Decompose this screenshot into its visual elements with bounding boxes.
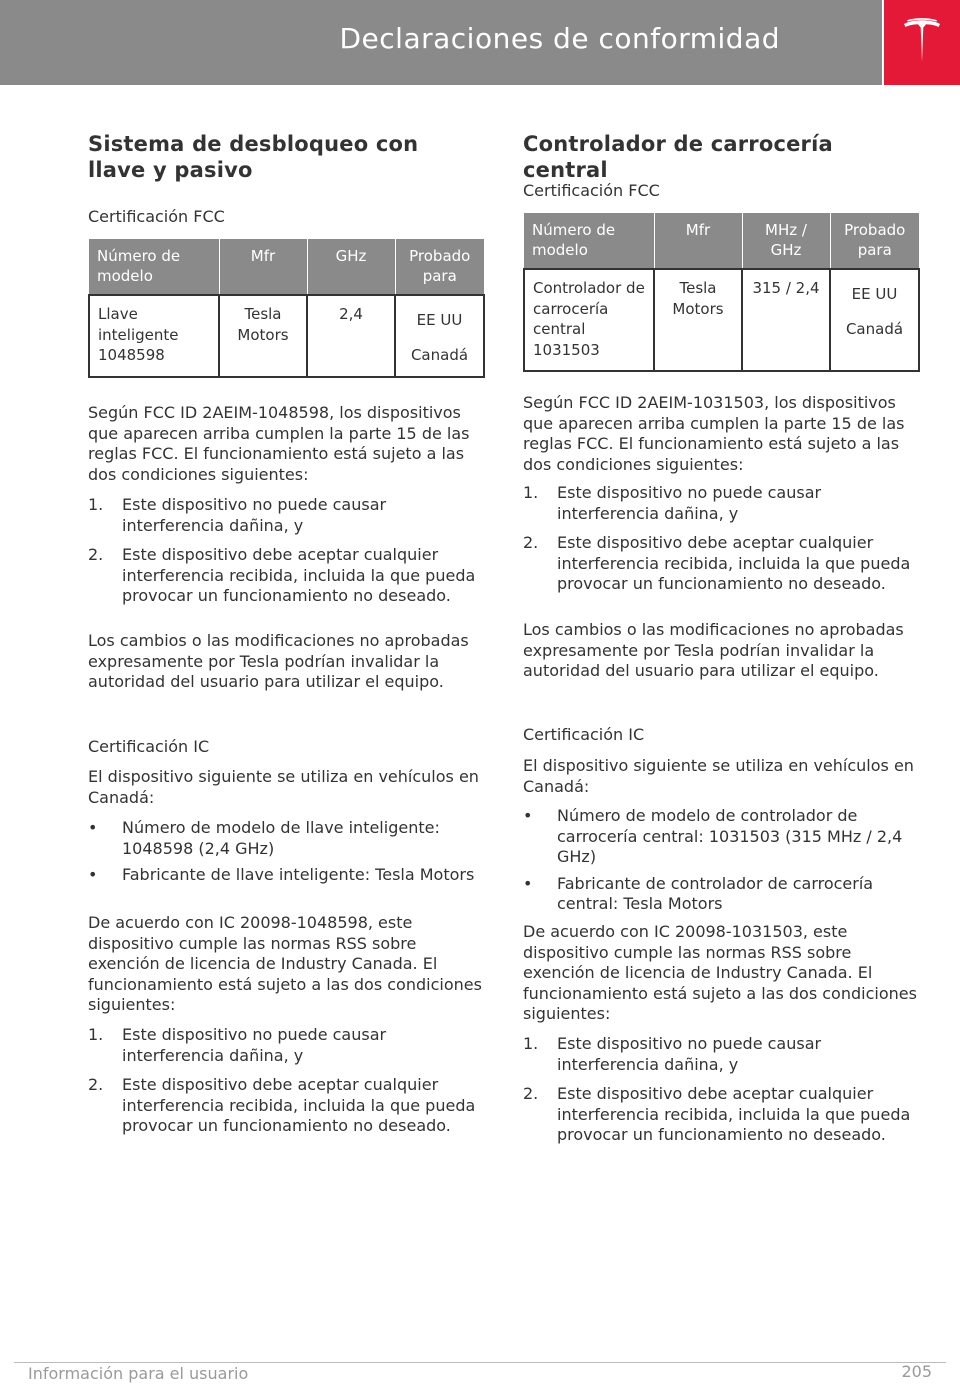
- tested-country: EE UU: [851, 285, 898, 303]
- table-cell-mfr: Tesla Motors: [654, 269, 742, 371]
- table-header: Mfr: [219, 239, 307, 295]
- ic-heading: Certificación IC: [523, 725, 645, 744]
- list-marker: 1.: [523, 483, 539, 502]
- list-item-text: Número de modelo de controlador de carrocería central: 1031503 (315 MHz / 2,4 GHz): [557, 806, 903, 866]
- ic-bullets-list: [88, 818, 483, 886]
- list-item-text: Este dispositivo debe aceptar cualquier interferencia recibida, incluida la que pueda provocar un funcionamiento no deseado.: [557, 533, 911, 593]
- tesla-t-logo-icon: [902, 18, 942, 66]
- list-marker: 1.: [523, 1034, 539, 1053]
- list-item: [523, 1084, 918, 1146]
- list-marker: 1.: [88, 495, 104, 514]
- table-header: Probado para: [830, 213, 919, 269]
- ic-conditions-list: [88, 1025, 483, 1137]
- list-item: [523, 806, 918, 868]
- tested-country: EE UU: [416, 311, 463, 329]
- page-title: Declaraciones de conformidad: [339, 22, 780, 55]
- list-marker: •: [88, 865, 98, 884]
- changes-paragraph: Los cambios o las modificaciones no aprobadas expresamente por Tesla podrían invalidar la autoridad del usuario para utilizar el equipo.: [523, 620, 904, 680]
- list-marker: 1.: [88, 1025, 104, 1044]
- fcc-heading: Certificación FCC: [523, 181, 660, 200]
- list-item-text: Número de modelo de llave inteligente: 1048598 (2,4 GHz): [122, 818, 440, 858]
- list-item: [523, 1034, 918, 1075]
- fcc-conditions-list: [523, 483, 918, 595]
- ic-paragraph: De acuerdo con IC 20098-1048598, este dispositivo cumple las normas RSS sobre exención de licencia de Industry Canada. El funcionamiento está sujeto a las dos condiciones siguientes:: [88, 913, 482, 1014]
- table-header: MHz / GHz: [742, 213, 830, 269]
- table-cell-freq: 2,4: [307, 295, 395, 377]
- list-item-text: Este dispositivo debe aceptar cualquier interferencia recibida, incluida la que pueda provocar un funcionamiento no deseado.: [122, 545, 476, 605]
- table-cell-mfr: Tesla Motors: [219, 295, 307, 377]
- fcc-heading: Certificación FCC: [88, 207, 225, 226]
- list-marker: 2.: [88, 545, 104, 564]
- list-marker: 2.: [88, 1075, 104, 1094]
- list-item-text: Este dispositivo debe aceptar cualquier interferencia recibida, incluida la que pueda provocar un funcionamiento no deseado.: [122, 1075, 476, 1135]
- list-item: [88, 1075, 483, 1137]
- list-marker: 2.: [523, 1084, 539, 1103]
- fcc-paragraph: Según FCC ID 2AEIM-1048598, los dispositivos que aparecen arriba cumplen la parte 15 de las reglas FCC. El funcionamiento está sujeto a las dos condiciones siguientes:: [88, 403, 470, 484]
- fcc-table: [523, 213, 920, 372]
- list-item: [523, 874, 918, 915]
- fcc-table: [88, 239, 485, 378]
- table-header: GHz: [307, 239, 395, 295]
- table-cell-tested: [395, 295, 484, 377]
- footer-divider: [14, 1362, 946, 1363]
- list-item: [523, 533, 918, 595]
- list-marker: 2.: [523, 533, 539, 552]
- tested-country: Canadá: [410, 345, 469, 364]
- ic-intro: El dispositivo siguiente se utiliza en vehículos en Canadá:: [523, 756, 914, 796]
- table-cell-model: Llave inteligente 1048598: [89, 295, 219, 377]
- footer-section: Información para el usuario: [28, 1364, 249, 1383]
- ic-heading: Certificación IC: [88, 737, 210, 756]
- ic-paragraph: De acuerdo con IC 20098-1031503, este dispositivo cumple las normas RSS sobre exención de licencia de Industry Canada. El funcionamiento está sujeto a las dos condiciones siguientes:: [523, 922, 917, 1023]
- table-header: Mfr: [654, 213, 742, 269]
- ic-bullets-list: [523, 806, 918, 915]
- table-header: Número de modelo: [89, 239, 219, 295]
- list-item: [523, 483, 918, 524]
- table-header: Número de modelo: [524, 213, 654, 269]
- list-item-text: Fabricante de controlador de carrocería central: Tesla Motors: [557, 873, 874, 913]
- header-bar: [0, 0, 882, 85]
- list-item-text: Este dispositivo debe aceptar cualquier interferencia recibida, incluida la que pueda provocar un funcionamiento no deseado.: [557, 1084, 911, 1144]
- fcc-conditions-list: [88, 495, 483, 607]
- table-header: Probado para: [395, 239, 484, 295]
- changes-paragraph: Los cambios o las modificaciones no aprobadas expresamente por Tesla podrían invalidar la autoridad del usuario para utilizar el equipo.: [88, 631, 469, 691]
- list-item: [88, 818, 483, 859]
- list-item-text: Fabricante de llave inteligente: Tesla Motors: [122, 865, 475, 884]
- ic-intro: El dispositivo siguiente se utiliza en vehículos en Canadá:: [88, 767, 479, 807]
- list-item: [88, 1025, 483, 1066]
- list-item-text: Este dispositivo no puede causar interferencia dañina, y: [557, 1034, 822, 1074]
- list-marker: •: [88, 818, 98, 837]
- ic-conditions-list: [523, 1034, 918, 1146]
- list-marker: •: [523, 806, 533, 825]
- logo: [884, 0, 960, 85]
- list-item-text: Este dispositivo no puede causar interferencia dañina, y: [557, 483, 822, 523]
- list-item-text: Este dispositivo no puede causar interferencia dañina, y: [122, 1025, 387, 1065]
- tested-country: Canadá: [845, 319, 904, 338]
- table-cell-tested: [830, 269, 919, 371]
- table-cell-model: Controlador de carrocería central 1031503: [524, 269, 654, 371]
- section-title-keyless: Sistema de desbloqueo con llave y pasivo: [88, 132, 419, 182]
- list-item-text: Este dispositivo no puede causar interferencia dañina, y: [122, 495, 387, 535]
- table-cell-freq: 315 / 2,4: [742, 269, 830, 371]
- table-row: [524, 269, 919, 371]
- section-title-bcm: Controlador de carrocería central: [523, 132, 833, 182]
- table-row: [89, 295, 484, 377]
- list-marker: •: [523, 873, 533, 893]
- list-item: [88, 495, 483, 536]
- list-item: [88, 545, 483, 607]
- page-number: 205: [901, 1362, 932, 1381]
- list-item: [88, 865, 483, 886]
- fcc-paragraph: Según FCC ID 2AEIM-1031503, los dispositivos que aparecen arriba cumplen la parte 15 de las reglas FCC. El funcionamiento está sujeto a las dos condiciones siguientes:: [523, 393, 905, 474]
